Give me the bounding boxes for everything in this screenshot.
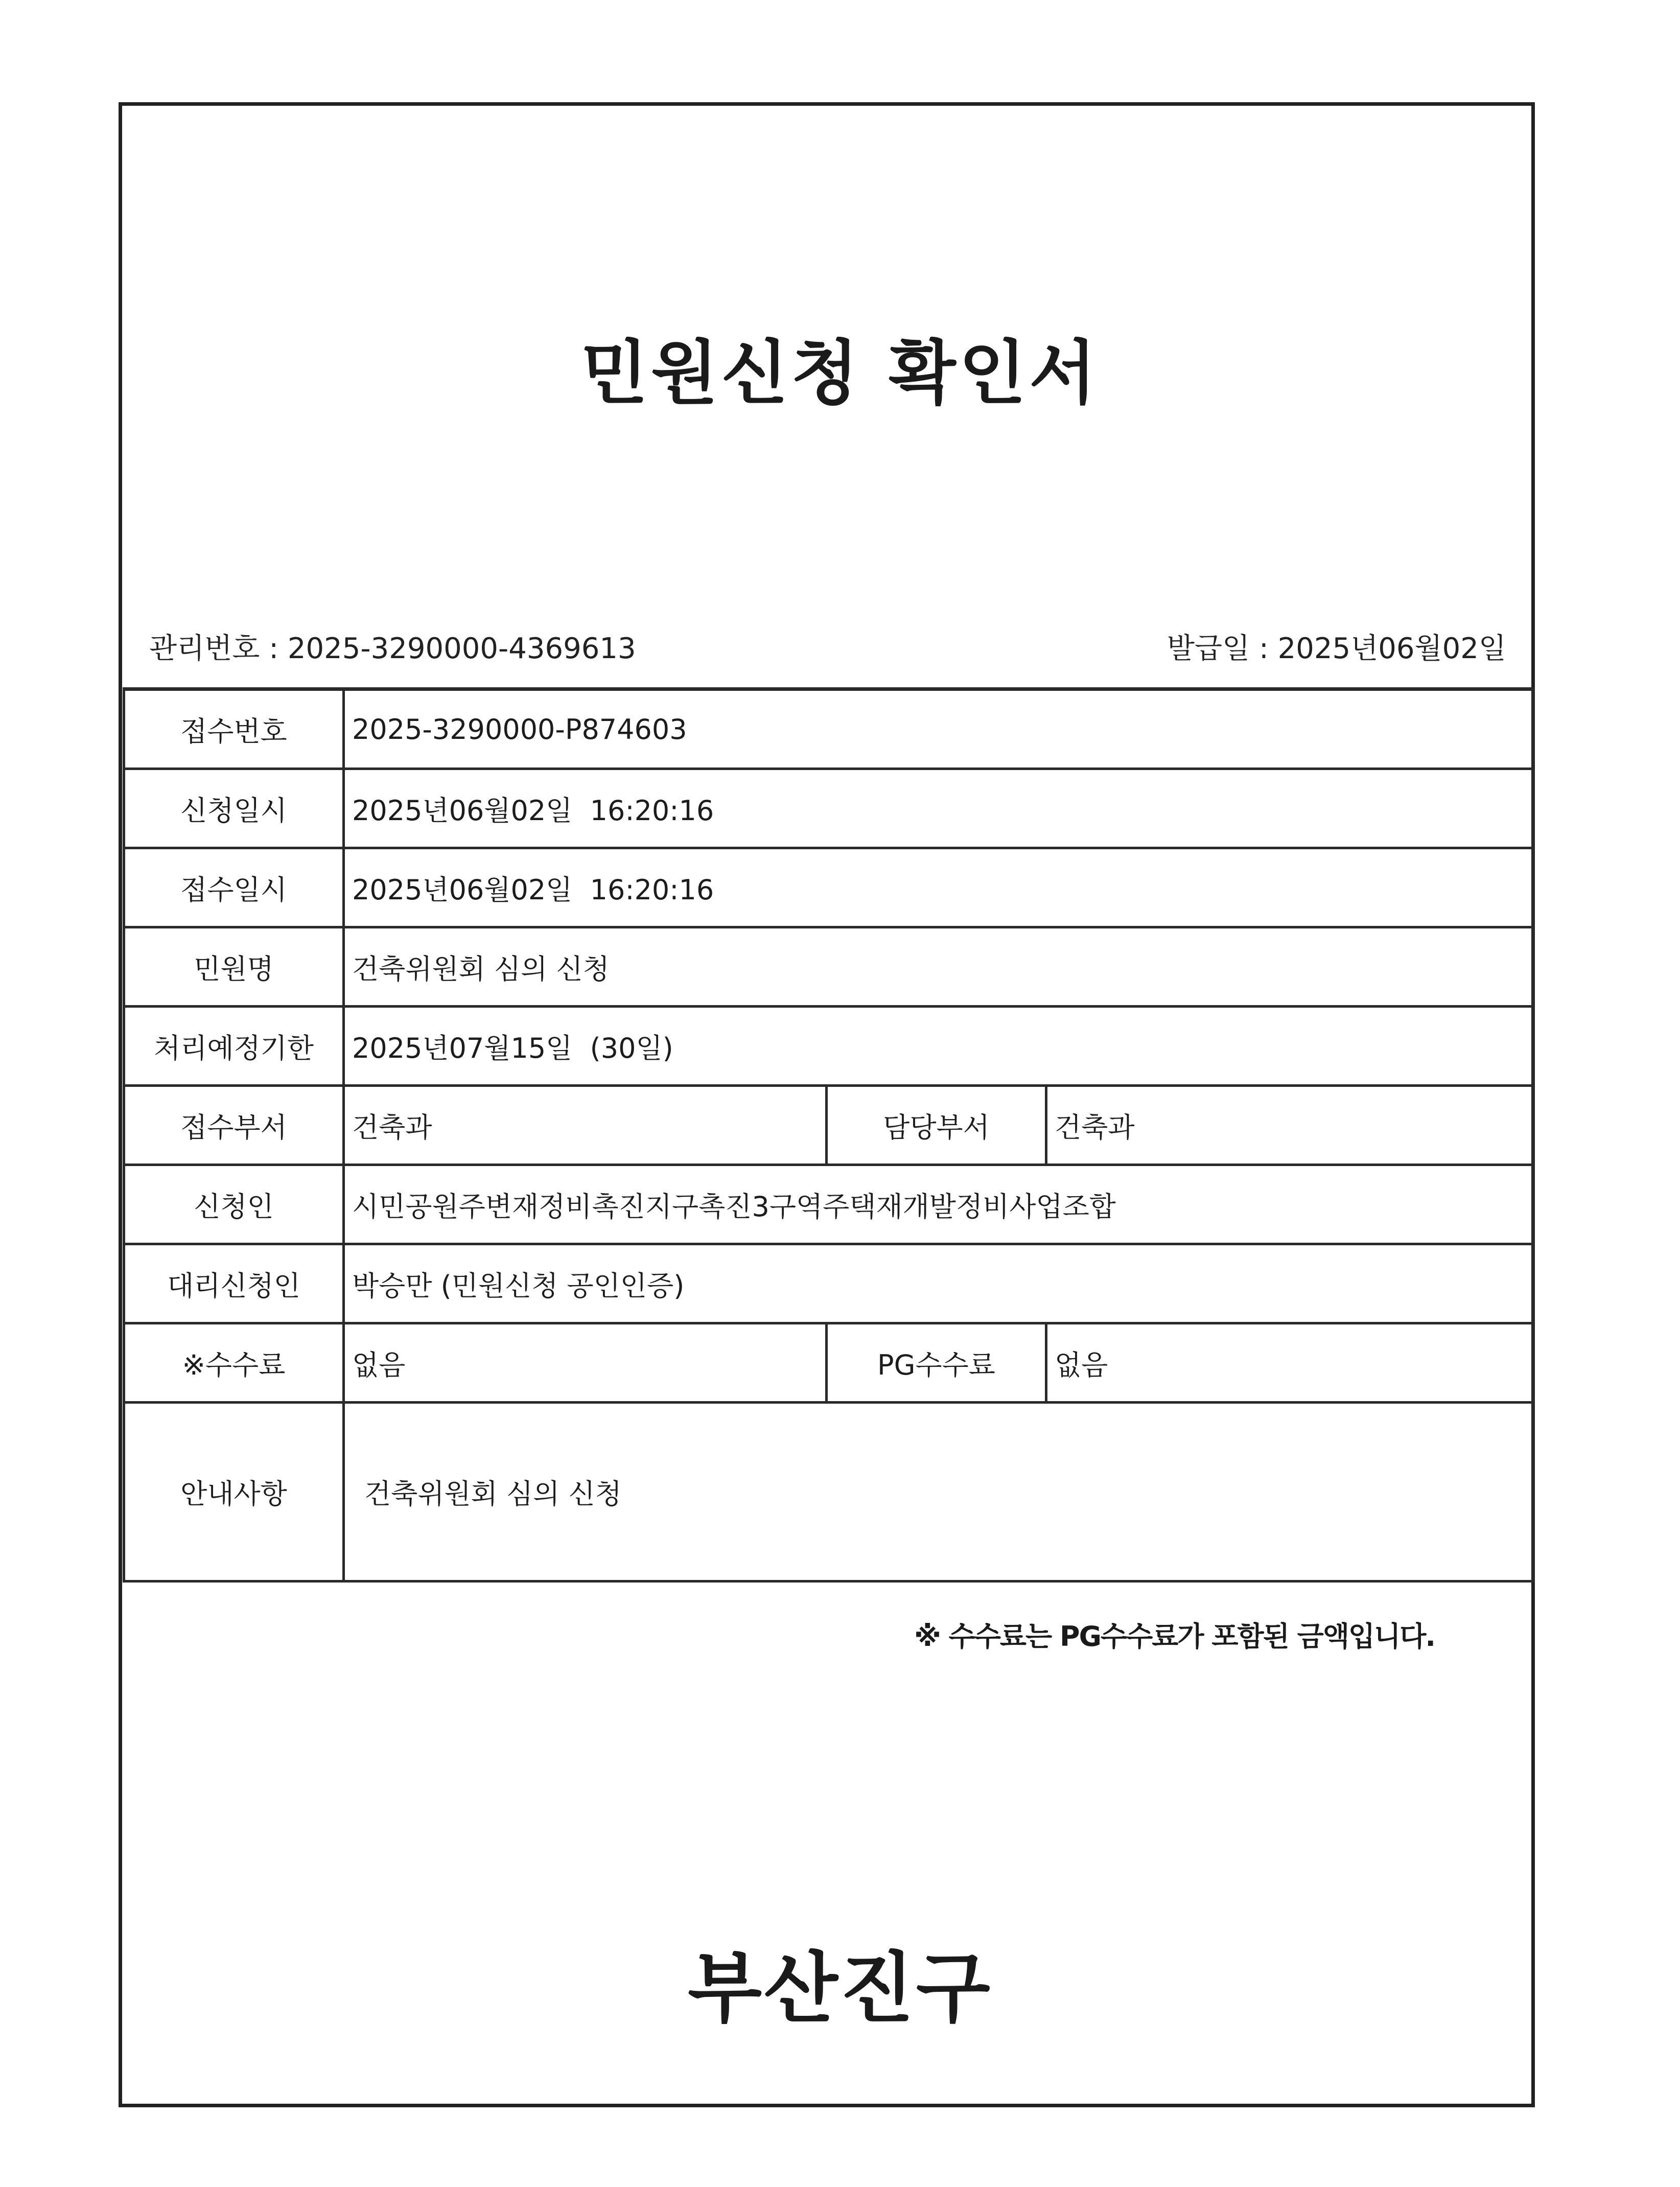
- management-number-value: 2025-3290000-4369613: [287, 632, 636, 665]
- issue-date: [1167, 626, 1506, 667]
- agent-applicant-value: 박승만 (민원신청 공인인증): [344, 1244, 1533, 1323]
- notice-value: 건축위원회 심의 신청: [344, 1403, 1533, 1581]
- fee-label: ※수수료: [124, 1323, 344, 1403]
- table-row-receipt-number: [124, 689, 1533, 769]
- issue-date-separator: :: [1259, 632, 1278, 665]
- processing-deadline-label: 처리예정기한: [124, 1007, 344, 1086]
- management-number: [149, 626, 636, 667]
- management-number-separator: :: [269, 632, 288, 665]
- issuing-authority: 부산진구: [688, 1944, 992, 2033]
- table-row-departments: [124, 1086, 1533, 1165]
- table-row-petition-name: [124, 927, 1533, 1007]
- pg-fee-label: PG수수료: [827, 1323, 1046, 1403]
- document-title: 민원신청 확인서: [580, 333, 1100, 414]
- receipt-datetime-value: 2025년06월02일 16:20:16: [344, 848, 1533, 927]
- issue-date-value: 2025년06월02일: [1277, 632, 1506, 665]
- receipt-number-label: 접수번호: [124, 689, 344, 769]
- receiving-department-value: 건축과: [344, 1086, 827, 1165]
- notice-label: 안내사항: [124, 1403, 344, 1581]
- responsible-department-label: 담당부서: [827, 1086, 1046, 1165]
- info-table: [123, 687, 1534, 1583]
- application-datetime-value: 2025년06월02일 16:20:16: [344, 769, 1533, 848]
- responsible-department-value: 건축과: [1046, 1086, 1533, 1165]
- agent-applicant-label: 대리신청인: [124, 1244, 344, 1323]
- table-row-receipt-datetime: [124, 848, 1533, 927]
- management-number-label: 관리번호: [149, 632, 260, 665]
- petition-name-value: 건축위원회 심의 신청: [344, 927, 1533, 1007]
- receiving-department-label: 접수부서: [124, 1086, 344, 1165]
- applicant-value: 시민공원주변재정비촉진지구촉진3구역주택재개발정비사업조합: [344, 1165, 1533, 1244]
- table-row-application-datetime: [124, 769, 1533, 848]
- processing-deadline-value: 2025년07월15일 (30일): [344, 1007, 1533, 1086]
- table-row-applicant: [124, 1165, 1533, 1244]
- application-datetime-label: 신청일시: [124, 769, 344, 848]
- pg-fee-value: 없음: [1046, 1323, 1533, 1403]
- issue-date-label: 발급일: [1166, 632, 1250, 665]
- table-row-fees: [124, 1323, 1533, 1403]
- receipt-datetime-label: 접수일시: [124, 848, 344, 927]
- petition-name-label: 민원명: [124, 927, 344, 1007]
- table-row-agent-applicant: [124, 1244, 1533, 1323]
- table-row-notice: [124, 1403, 1533, 1581]
- table-row-processing-deadline: [124, 1007, 1533, 1086]
- fee-note: ※ 수수료는 PG수수료가 포함된 금액입니다.: [914, 1620, 1435, 1653]
- applicant-label: 신청인: [124, 1165, 344, 1244]
- receipt-number-value: 2025-3290000-P874603: [344, 689, 1533, 769]
- fee-value: 없음: [344, 1323, 827, 1403]
